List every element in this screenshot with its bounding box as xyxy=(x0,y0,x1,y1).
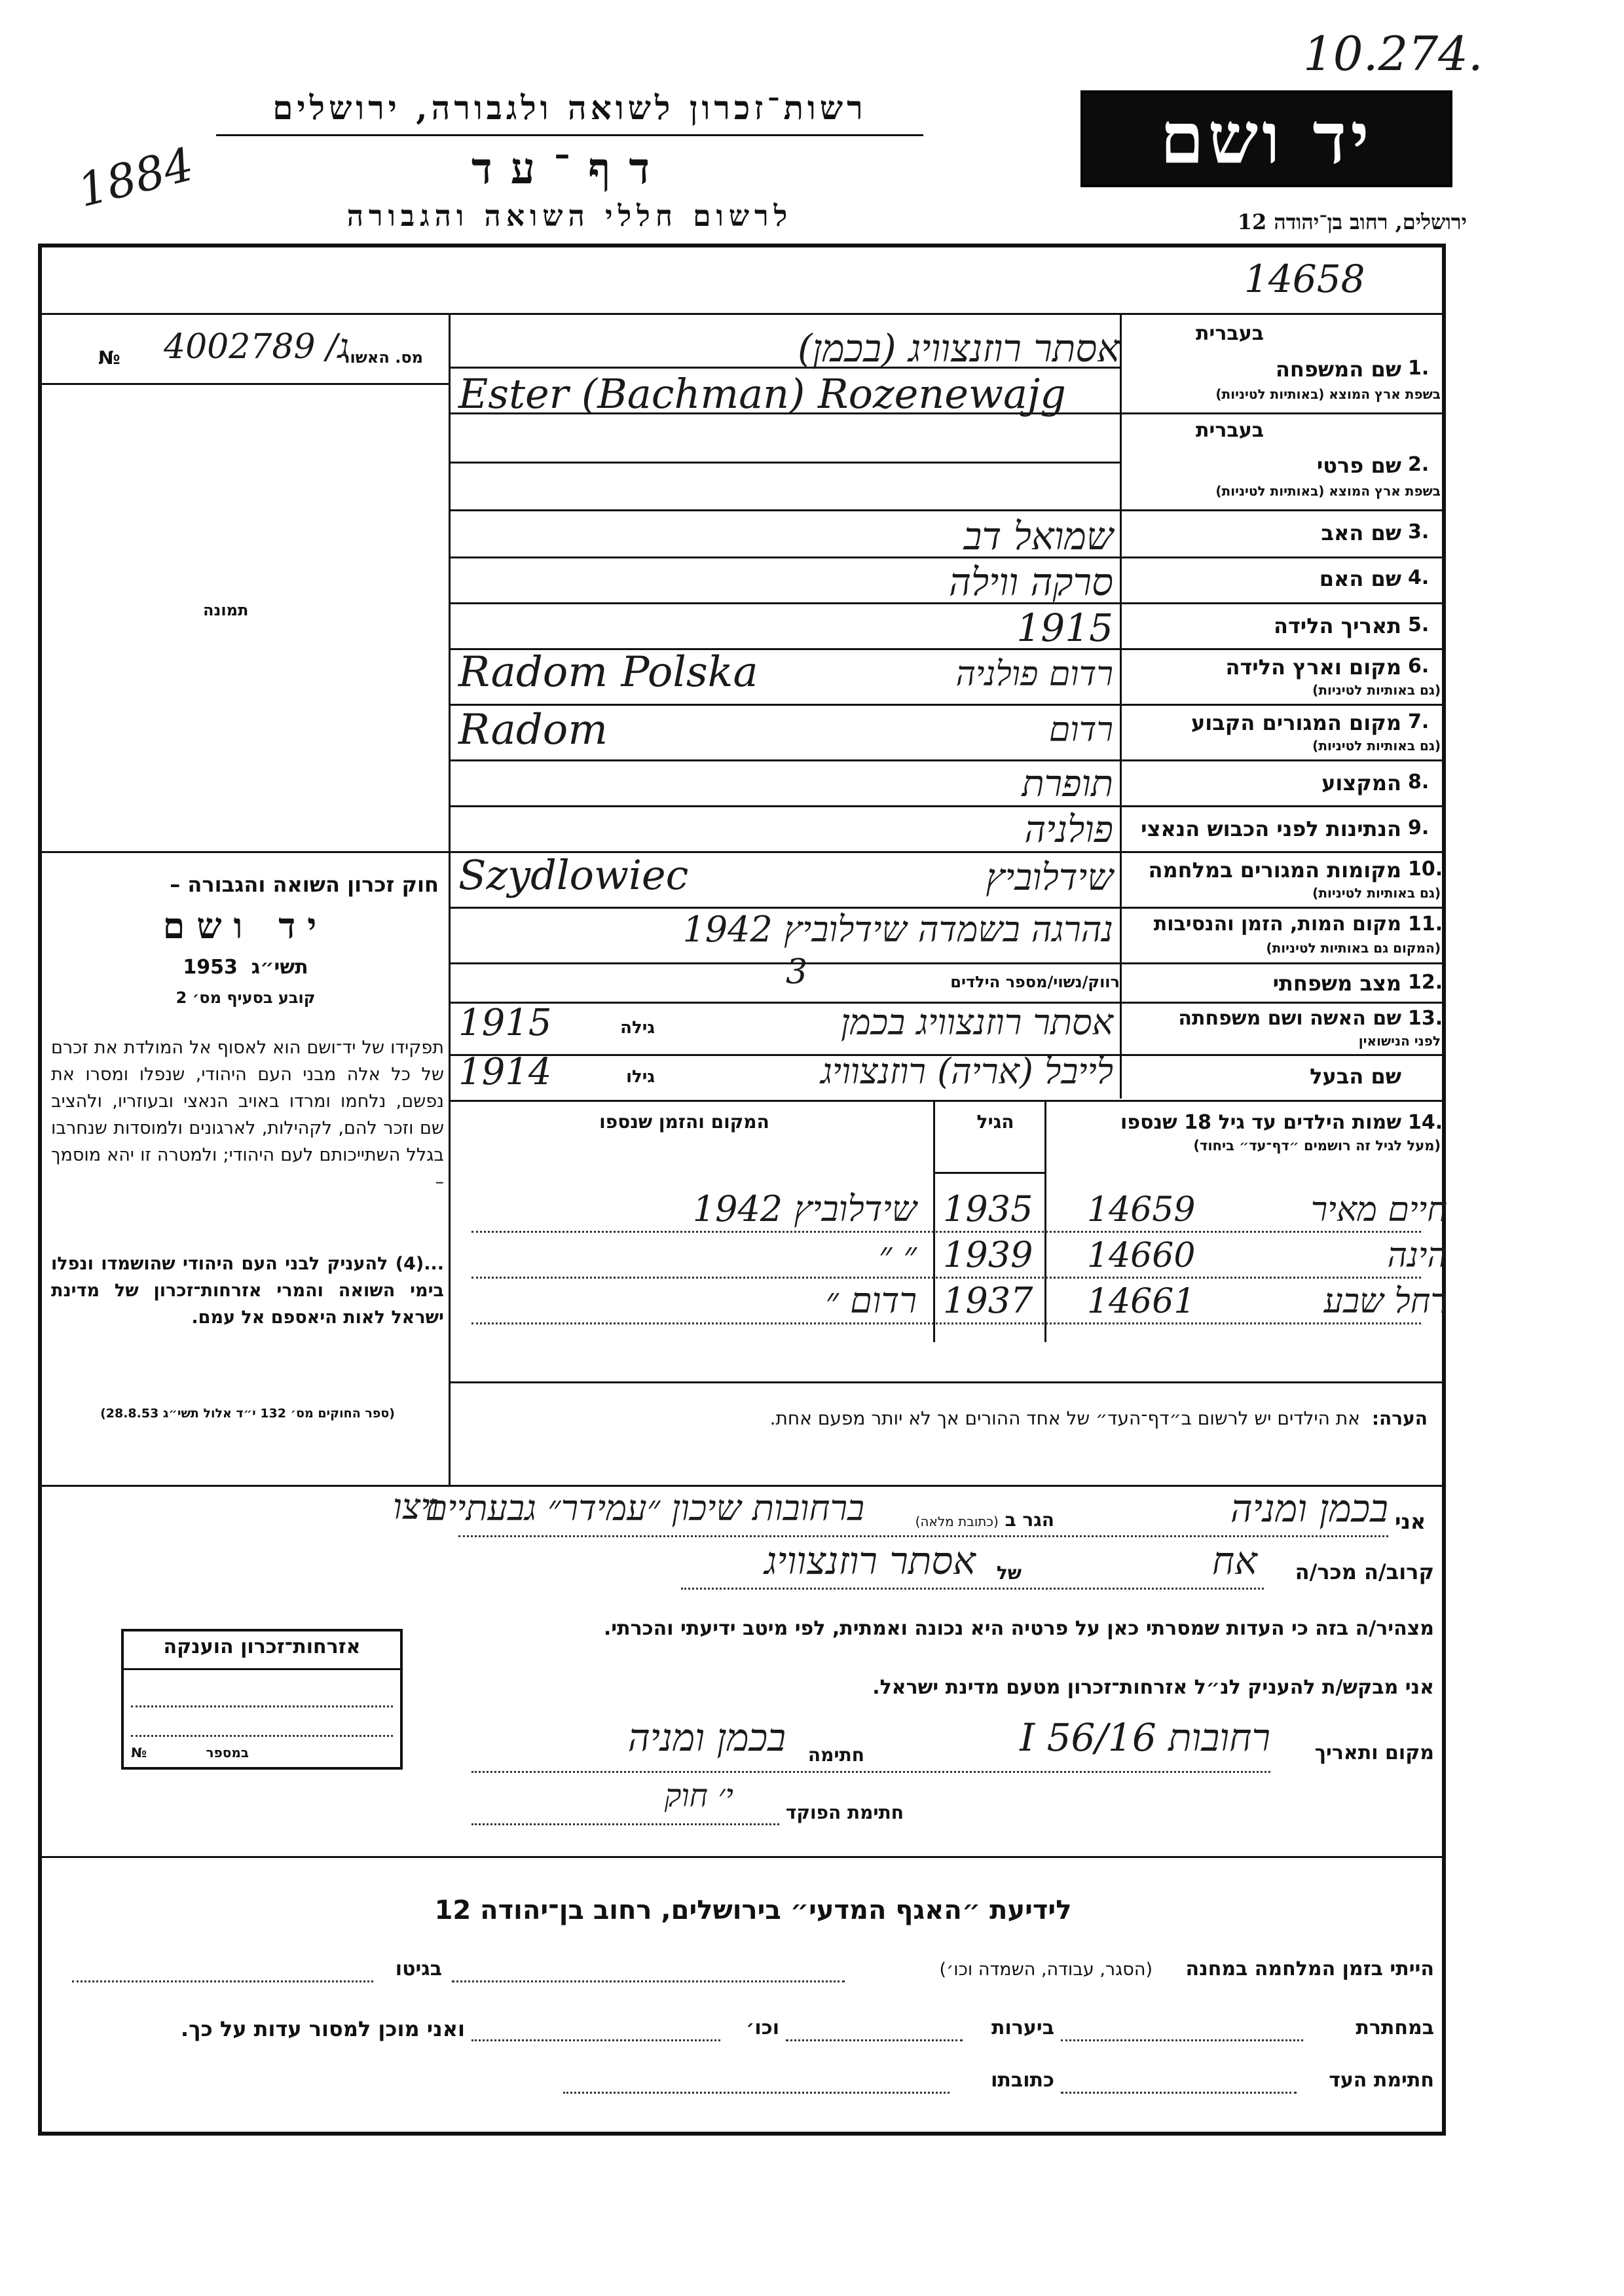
bottom-line2-dots-3 xyxy=(471,2039,720,2041)
label-column-divider xyxy=(1120,313,1122,1099)
decl-signature-label: חתימה xyxy=(807,1744,864,1766)
stamp-line-1 xyxy=(131,1705,393,1707)
child-3-name: רחל שבע xyxy=(1323,1282,1447,1321)
note-body: את הילדים יש לרשום ב״דף־העד״ של אחד ההורים אך לא יותר מפעם אחת. xyxy=(769,1408,1360,1429)
row-line-2 xyxy=(449,509,1442,511)
top-band-line xyxy=(42,313,1442,315)
law-name: יד ושם xyxy=(162,905,329,947)
reference-number: 10.274. xyxy=(1303,26,1483,81)
bottom-line1-b: בגיטו xyxy=(395,1958,442,1980)
stamp-title-line xyxy=(124,1668,400,1670)
field-11-label: מקום המות, הזמן והנסיבות xyxy=(1153,913,1401,936)
logo-text: יד ושם xyxy=(1160,97,1373,180)
photo-label: תמונה xyxy=(203,601,249,619)
child-3-code: 14661 xyxy=(1087,1282,1196,1321)
field-7-value-lat: Radom xyxy=(458,706,608,754)
field-5-value: 1915 xyxy=(1016,606,1113,650)
bottom-line2-c: וכו׳ xyxy=(746,2016,779,2039)
decl-ani-line xyxy=(458,1535,1388,1537)
field-7-num: 7. xyxy=(1408,710,1430,733)
side-number: 1884 xyxy=(72,137,199,218)
bottom-line3-dots-2 xyxy=(563,2092,950,2094)
stamp-line-2 xyxy=(131,1735,393,1737)
stamp-number-label: במספר xyxy=(206,1745,249,1760)
field-10-sub: (גם באותיות לטיניות) xyxy=(1312,885,1441,901)
child-3-year: 1937 xyxy=(943,1280,1033,1321)
field-4-value: סרקה ווילה xyxy=(949,560,1113,604)
field-6-num: 6. xyxy=(1408,655,1430,678)
decl-declare-text: מצהיר/ה בזה כי העדות שמסרתי כאן על פרטיה היא נכונה ואמתית, לפי מיטב ידיעתי והכרתי. xyxy=(603,1617,1434,1640)
field-10-value-lat: Szydlowiec xyxy=(458,851,689,899)
decl-address-value: ברחובות שיכון ״עמידר״ גבעתיים xyxy=(425,1487,864,1529)
field-13-age-value: 1915 xyxy=(458,1002,552,1044)
photo-bottom-line xyxy=(42,851,449,853)
cert-value: ג/ 4002789 xyxy=(164,327,349,367)
field-12-num: 12. xyxy=(1408,971,1443,994)
children-col-age: הגיל xyxy=(976,1111,1014,1133)
decl-signature-value: בכמן ומניה xyxy=(627,1715,786,1760)
decl-ani-label: אני xyxy=(1395,1509,1426,1534)
child-row-1-line xyxy=(471,1231,1421,1233)
decl-place-date-value: רחובות 16/I 56 xyxy=(1020,1715,1270,1760)
field-4-label: שם האם xyxy=(1319,566,1401,591)
row-line-2a xyxy=(449,462,1120,464)
decl-relative-label: קרוב/ה מכר/ה xyxy=(1295,1559,1434,1584)
decl-place-date-label: מקום ותאריך xyxy=(1314,1741,1434,1764)
left-panel-divider xyxy=(449,313,451,1485)
husband-value: לייבל (אריה) רוזנצוויג xyxy=(821,1051,1113,1092)
bottom-title: לידיעת ״האגף המדעי״ בירושלים, רחוב בן־יהודה 12 xyxy=(434,1895,1072,1925)
children-label: שמות הילדים עד גיל 18 שנספו xyxy=(1120,1111,1401,1134)
child-2-name: הינה xyxy=(1387,1236,1447,1275)
law-text: תפקידו של יד־ושם הוא לאסוף אל המולדת את זכרם של כל אלה מבני העם היהודי, שנפלו ומסרו את נפשם, נלחמו ומרדו באויב הנאצי ובעוזריו, ולהציב שם וזכר להם, לקהילות, לארגונים ולמוסדות שנחרבו בגלל השתייכותם לעם היהודי; ולמטרה זו יהא מוסמך – xyxy=(51,1038,444,1192)
law-year-he: תשי״ג xyxy=(251,956,308,979)
child-3-place: רדום ״ xyxy=(825,1280,917,1321)
law-text-2: ...(4) להעניק לבני העם היהודי שהושמדו ונפלו בימי השואה והמרי אזרחות־זכרון של מדינת ישראל לאות היאספם אל עמם. xyxy=(51,1254,444,1328)
field-8-label: המקצוע xyxy=(1321,771,1401,795)
field-7-label: מקום המגורים הקבוע xyxy=(1190,710,1401,735)
decl-inspector-label: חתימת הפוקד xyxy=(785,1802,904,1823)
field-12-hint: רווק/נשוי/מספר הילדים xyxy=(950,973,1120,991)
field-3-value: שמואל דב xyxy=(963,514,1113,558)
decl-inspector-value: י׳ חוק xyxy=(664,1777,733,1814)
field-12-value: 3 xyxy=(786,953,808,992)
bottom-line1-dots-2 xyxy=(72,1980,373,1982)
field-13-age-label: גילה xyxy=(620,1018,655,1038)
child-row-2-line xyxy=(471,1277,1421,1279)
field-2-num: 2. xyxy=(1408,453,1430,476)
child-2-year: 1939 xyxy=(943,1234,1033,1275)
field-7-value-he: רדום xyxy=(1048,710,1113,750)
child-1-year: 1935 xyxy=(943,1188,1033,1230)
bottom-line3-dots-1 xyxy=(1061,2092,1297,2094)
husband-label: שם הבעל xyxy=(1310,1064,1401,1089)
field-1-value-lat: Ester (Bachman) Rozenewajg xyxy=(458,370,1066,418)
bottom-line3-b: כתובתו xyxy=(991,2069,1054,2092)
authority-underline xyxy=(216,134,923,136)
authority-line: רשות־זכרון לשואה ולגבורה, ירושלים xyxy=(272,88,867,127)
bottom-section-line xyxy=(42,1856,1442,1858)
child-1-place: שידלוביץ 1942 xyxy=(692,1188,917,1230)
bottom-line2-d: ואני מוכן למסור עדות על כך. xyxy=(180,2016,465,2041)
decl-date-line xyxy=(471,1771,1270,1773)
decl-relative-value: אח xyxy=(1211,1539,1257,1583)
child-2-code: 14660 xyxy=(1087,1236,1196,1275)
field-5-label: תאריך הלידה xyxy=(1273,613,1401,638)
bottom-line2-a: במחתרת xyxy=(1356,2016,1434,2039)
cert-number-sign: № xyxy=(98,347,120,369)
address: ירושלים, רחוב בן־יהודה 12 xyxy=(1237,210,1467,234)
child-1-code: 14659 xyxy=(1087,1190,1196,1230)
note-top-line xyxy=(449,1381,1442,1383)
field-13-value: אסתר רוזנצוויג בכמן xyxy=(841,1002,1113,1043)
child-1-name: חיים מאיר xyxy=(1310,1190,1447,1230)
bottom-line2-b: ביערות xyxy=(991,2016,1054,2039)
sheet-number: 14658 xyxy=(1244,257,1365,301)
law-year-num: 1953 xyxy=(183,956,238,979)
stamp-title: אזרחות־זכרון הוענקה xyxy=(163,1635,361,1658)
row-line-7 xyxy=(449,759,1442,761)
decl-margin-note: ויצו xyxy=(393,1486,439,1527)
note-text xyxy=(458,1408,1428,1429)
bottom-line1-hint: (הסגר, עבודה, השמדה וכו׳) xyxy=(939,1959,1153,1980)
field-1-num: 1. xyxy=(1408,357,1430,380)
decl-resides-text: הגר ב xyxy=(1005,1509,1054,1531)
field-3-label: שם האב xyxy=(1321,520,1401,545)
law-year xyxy=(52,956,439,979)
field-1-lang: בעברית xyxy=(1196,322,1264,345)
bottom-line3-a: חתימת העד xyxy=(1329,2069,1434,2092)
decl-ani-value: בכמן ומניה xyxy=(1230,1486,1388,1531)
field-5-num: 5. xyxy=(1408,613,1430,636)
children-divider-age-right xyxy=(1044,1100,1046,1342)
decl-inspector-line xyxy=(471,1823,779,1825)
decl-of-label: של xyxy=(996,1562,1022,1584)
field-11-num: 11. xyxy=(1408,913,1443,936)
field-1-sub: בשפת ארץ המוצא (באותיות לטיניות) xyxy=(1215,386,1441,402)
field-2-label: שם פרטי xyxy=(1316,453,1401,478)
children-num: 14. xyxy=(1408,1111,1443,1134)
decl-address-hint: (כתובת מלאה) xyxy=(915,1514,999,1529)
field-6-value-he: רדום פולניה xyxy=(955,655,1113,694)
field-7-sub: (גם באותיות לטיניות) xyxy=(1312,738,1441,754)
bottom-line2-dots-2 xyxy=(786,2039,963,2041)
field-2-lang: בעברית xyxy=(1196,419,1264,442)
husband-age-label: גילו xyxy=(626,1067,655,1087)
field-10-num: 10. xyxy=(1408,858,1443,881)
yad-vashem-logo xyxy=(1080,90,1452,187)
children-col-place: המקום והזמן שנספו xyxy=(599,1111,769,1133)
law-source: (ספר החוקים מס׳ 132 י״ד אלול תשי״ג 28.8.53) xyxy=(100,1406,395,1421)
children-sub: (מעל לגיל זה רושמים ״דף־עד״ ביחוד) xyxy=(1193,1138,1441,1154)
decl-of-value: אסתר רוזנצוויג xyxy=(764,1539,976,1583)
cert-label: מס. האשור xyxy=(341,348,423,367)
row-line-14 xyxy=(449,1100,1442,1102)
children-divider-age-left xyxy=(933,1100,935,1342)
field-6-label: מקום וארץ הלידה xyxy=(1225,655,1401,680)
decl-request-text: אני מבקש/ת להעניק לנ״ל אזרחות־זכרון מטעם מדינת ישראל. xyxy=(872,1676,1434,1699)
decl-resides-label xyxy=(871,1509,1054,1531)
field-13-label: שם האשה ושם משפחתה xyxy=(1178,1007,1401,1030)
bottom-line1-a: הייתי בזמן המלחמה במחנה xyxy=(1185,1958,1434,1980)
field-10-label: מקומות המגורים במלחמה xyxy=(1148,858,1401,883)
note-label: הערה: xyxy=(1371,1408,1428,1429)
decl-relative-line xyxy=(681,1588,1264,1590)
field-6-value-lat: Radom Polska xyxy=(458,648,758,697)
child-row-3-line xyxy=(471,1322,1421,1324)
sheet-subtitle: לרשום חללי השואה והגבורה xyxy=(346,200,793,233)
field-4-num: 4. xyxy=(1408,566,1430,589)
field-10-value-he: שידלוביץ xyxy=(986,856,1113,899)
field-1-label: שם המשפחה xyxy=(1275,357,1401,382)
field-3-num: 3. xyxy=(1408,520,1430,543)
field-13-num: 13. xyxy=(1408,1007,1443,1030)
cert-band-line xyxy=(42,383,449,385)
bottom-line1-dots xyxy=(452,1980,845,1982)
child-2-place: ״ ״ xyxy=(878,1234,917,1275)
field-11-sub: (המקום גם באותיות לטיניות) xyxy=(1266,940,1441,956)
law-title: חוק זכרון השואה והגבורה – xyxy=(170,872,439,897)
row-line-8 xyxy=(449,805,1442,807)
field-8-value: תופרת xyxy=(1022,763,1113,805)
stamp-number-sign: № xyxy=(131,1745,147,1760)
row-line-11 xyxy=(449,962,1442,964)
field-13-sub: לפני הנישואין xyxy=(1358,1033,1441,1049)
field-2-sub: בשפת ארץ המוצא (באותיות לטיניות) xyxy=(1215,483,1441,499)
sheet-title: דף־עד xyxy=(471,143,669,194)
field-6-sub: (גם באותיות לטיניות) xyxy=(1312,682,1441,698)
field-8-num: 8. xyxy=(1408,771,1430,793)
bottom-line2-dots-1 xyxy=(1061,2039,1303,2041)
field-9-num: 9. xyxy=(1408,816,1430,839)
children-header-line xyxy=(933,1172,1046,1174)
law-clause: קובע בסעיף מס׳ 2 xyxy=(175,989,316,1007)
field-9-label: הנתינות לפני הכבוש הנאצי xyxy=(1141,816,1401,841)
field-11-value: נהרגה בשמדה שידלוביץ 1942 xyxy=(682,909,1113,950)
field-12-label: מצב משפחתי xyxy=(1272,971,1401,996)
field-1-value-he: אסתר רוזנצוויג (בכמן) xyxy=(797,326,1120,371)
husband-age-value: 1914 xyxy=(458,1051,552,1093)
field-9-value: פולניה xyxy=(1024,809,1113,851)
